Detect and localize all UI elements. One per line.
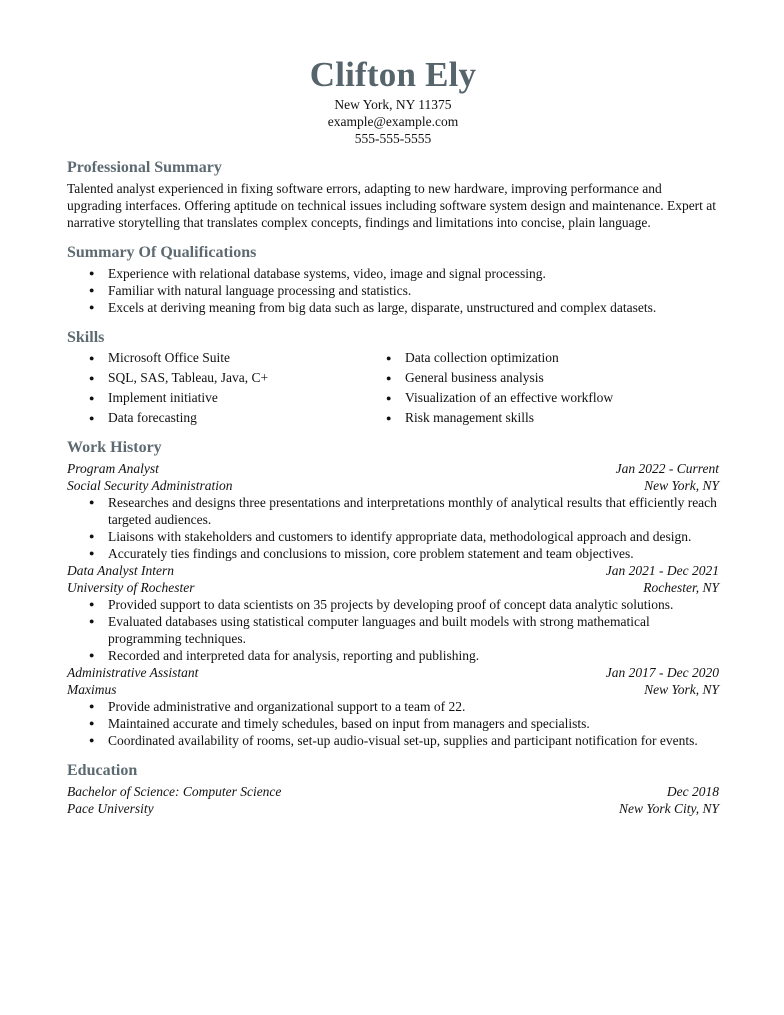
contact-address: New York, NY 11375 [334,97,452,112]
job-company: Social Security Administration [67,478,233,493]
section-title-skills: Skills [67,329,105,346]
skill-item: ● SQL, SAS, Tableau, Java, C+ [67,368,364,388]
job-bullets [67,698,719,749]
job-bullet: ● Recorded and interpreted data for analysis, reporting and publishing. [67,647,719,664]
job-location: New York, NY [644,478,719,493]
job-entry [67,664,719,749]
job-dates: Jan 2022 - Current [615,461,719,476]
job-entry [67,562,719,664]
education-location: New York City, NY [618,801,719,816]
qualification-item: ● Excels at deriving meaning from big data such as large, disparate, unstructured and complex datasets. [67,299,719,316]
skill-item: ● Risk management skills [364,408,661,428]
section-title-education: Education [67,762,138,779]
job-location: Rochester, NY [643,580,719,595]
contact-phone: 555-555-5555 [354,131,432,146]
section-title-summary: Professional Summary [67,159,222,176]
job-role: Program Analyst [67,461,159,476]
job-bullet: ● Liaisons with stakeholders and customers to identify appropriate data, methodological approach and design. [67,528,719,545]
job-bullets [67,494,719,562]
qualification-item: ● Familiar with natural language processing and statistics. [67,282,719,299]
job-bullet: ● Accurately ties findings and conclusions to mission, core problem statement and team objectives. [67,545,719,562]
skill-item: ● Visualization of an effective workflow [364,388,661,408]
job-bullet: ● Maintained accurate and timely schedules, based on input from managers and specialists. [67,715,719,732]
summary-text: Talented analyst experienced in fixing software errors, adapting to new hardware, improving performance and upgrading interfaces. Offering aptitude on technical issues including software system design and maintenance. Expert at narrative storytelling that translates complex concepts, findings and limitations into concise, plain language. [67,181,717,230]
qualifications-list [67,265,719,316]
job-location: New York, NY [644,682,719,697]
candidate-name: Clifton Ely [309,55,477,94]
job-bullet: ● Evaluated databases using statistical computer languages and built models with strong mathematical programming techniques. [67,613,719,647]
qualification-item: ● Experience with relational database systems, video, image and signal processing. [67,265,719,282]
skills-columns [67,348,719,428]
job-bullet: ● Coordinated availability of rooms, set-up audio-visual set-up, supplies and participant notification for events. [67,732,719,749]
skills-list-left [67,348,364,428]
skill-item: ● Data forecasting [67,408,364,428]
section-title-work-history: Work History [67,439,162,456]
contact-email: example@example.com [327,114,459,129]
skill-item: ● Implement initiative [67,388,364,408]
skills-list-right [364,348,661,428]
job-bullets [67,596,719,664]
skill-item: ● Data collection optimization [364,348,661,368]
job-dates: Jan 2021 - Dec 2021 [605,563,719,578]
job-role: Administrative Assistant [67,665,199,680]
resume-page [67,54,719,817]
job-dates: Jan 2017 - Dec 2020 [605,665,719,680]
skill-item: ● General business analysis [364,368,661,388]
education-entry [67,783,719,817]
job-entry [67,460,719,562]
job-company: Maximus [67,682,117,697]
job-bullet: ● Provided support to data scientists on 35 projects by developing proof of concept data analytic solutions. [67,596,719,613]
section-title-qualifications: Summary Of Qualifications [67,244,257,261]
job-bullet: ● Provide administrative and organizational support to a team of 22. [67,698,719,715]
education-date: Dec 2018 [666,784,719,799]
job-company: University of Rochester [67,580,195,595]
skill-item: ● Microsoft Office Suite [67,348,364,368]
job-bullet: ● Researches and designs three presentations and interpretations monthly of analytical results that efficiently reach targeted audiences. [67,494,719,528]
job-role: Data Analyst Intern [67,563,174,578]
education-degree: Bachelor of Science: Computer Science [67,784,282,799]
education-school: Pace University [67,801,154,816]
